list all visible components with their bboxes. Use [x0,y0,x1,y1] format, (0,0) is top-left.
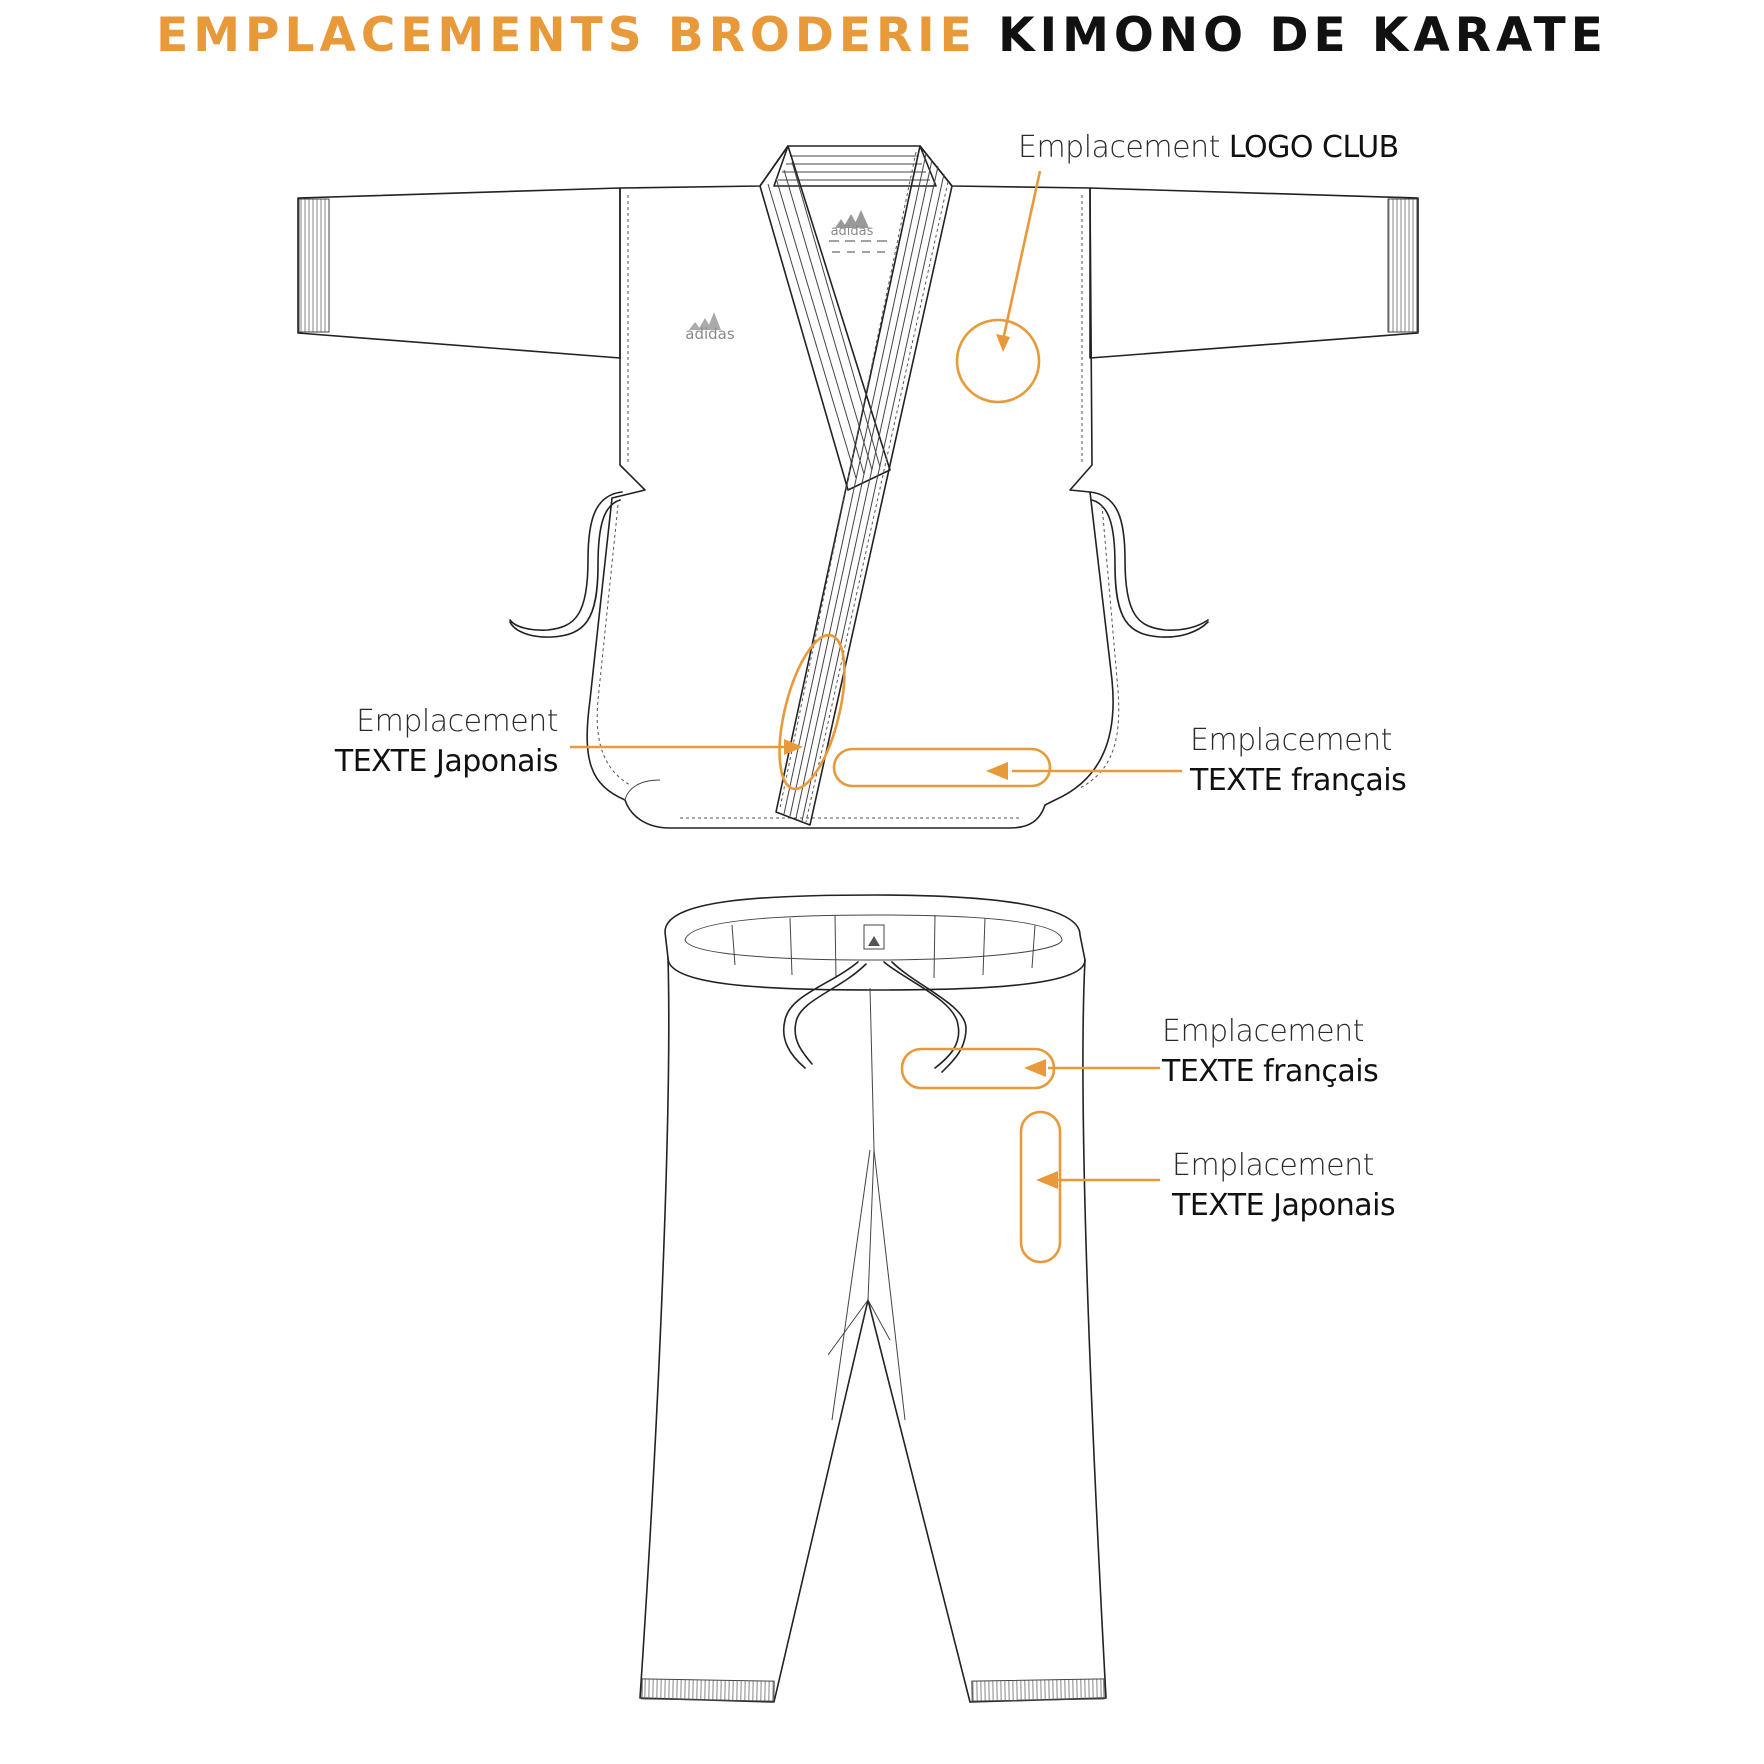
label-logo-club [1018,128,1399,168]
label-jacket-francais [1190,721,1406,801]
label-logo-club-bold: LOGO CLUB [1228,130,1399,165]
jacket-collar-right [776,146,952,825]
label-jacket-francais-line1: Emplacement [1190,723,1392,758]
marker-logo-club [957,320,1039,402]
jacket-left-sleeve [298,188,620,358]
jacket-body [587,146,1113,828]
label-pants-francais [1162,1012,1378,1092]
label-jacket-francais-line2: TEXTE français [1190,763,1407,798]
marker-jacket-francais [834,749,1050,786]
label-pants-japonais [1172,1146,1395,1226]
jacket-right-sleeve [1090,188,1418,358]
title-accent: EMPLACEMENTS BRODERIE [156,8,977,63]
label-pants-japonais-line1: Emplacement [1172,1148,1374,1183]
label-jacket-japonais-line2: TEXTE Japonais [334,744,558,779]
label-jacket-japonais [268,702,558,782]
label-pants-francais-line1: Emplacement [1162,1014,1364,1049]
label-pants-japonais-line2: TEXTE Japonais [1172,1188,1396,1223]
label-jacket-japonais-line1: Emplacement [356,704,558,739]
svg-text:adidas: adidas [830,224,874,239]
adidas-logo-inner [829,210,887,252]
svg-text:adidas: adidas [685,325,735,343]
adidas-logo-chest [685,312,735,343]
jacket-collar-left [760,146,890,490]
label-pants-francais-line2: TEXTE français [1162,1054,1379,1089]
label-logo-club-prefix: Emplacement [1018,130,1220,165]
pants-drawing [640,895,1106,1702]
title-dark: KIMONO DE KARATE [998,8,1608,63]
